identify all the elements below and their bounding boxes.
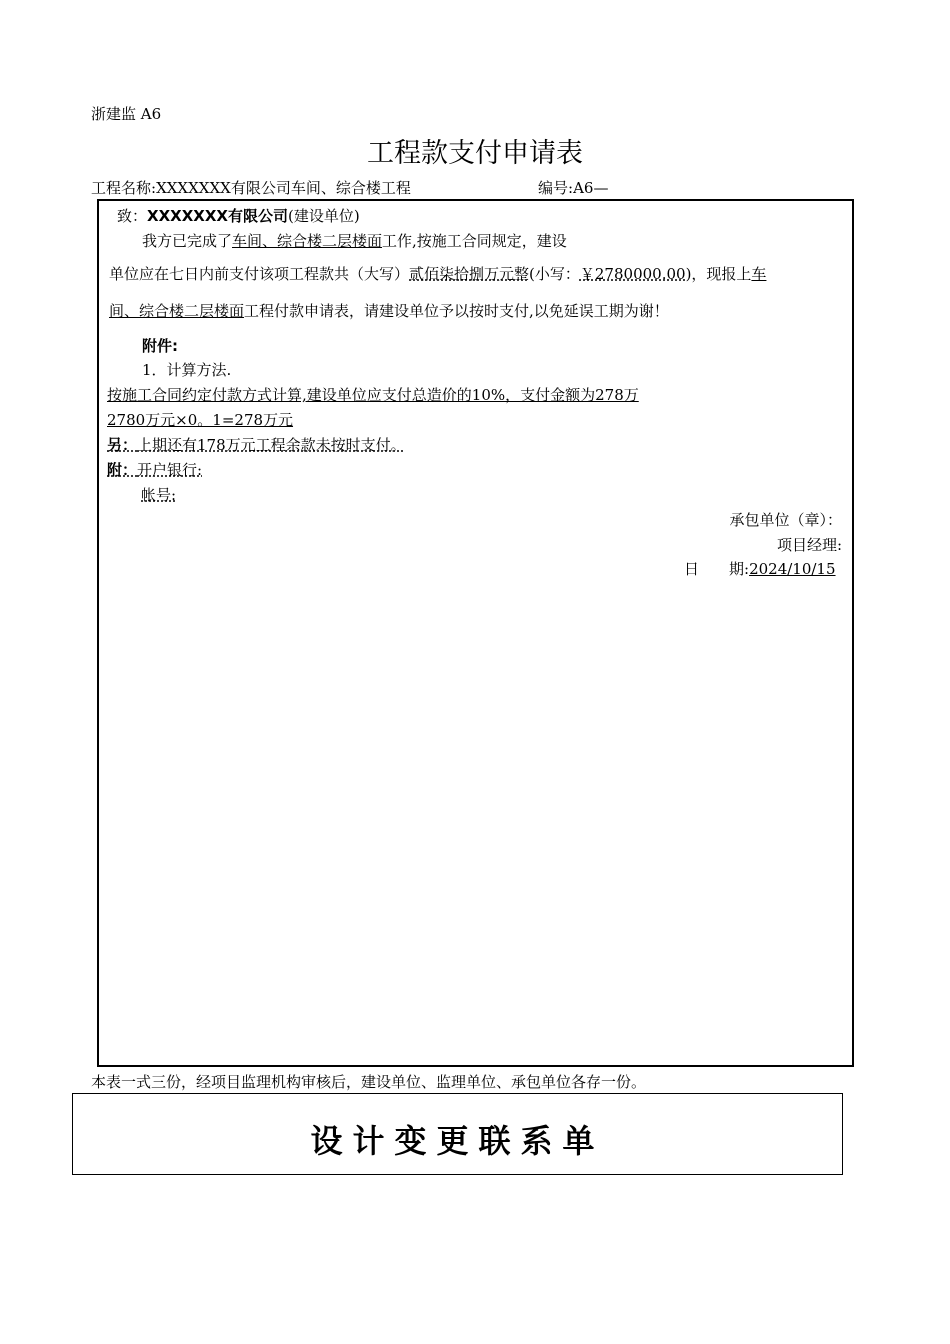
doc-code: 浙建监 A6 <box>91 105 162 123</box>
addressee-role: (建设单位) <box>287 207 360 225</box>
serial-number-line <box>538 177 608 198</box>
page-title: 工程款支付申请表 <box>367 138 583 169</box>
project-name-line <box>91 177 411 198</box>
amount-uppercase: 贰佰柒拾捌万元整 <box>409 265 530 283</box>
work-description: 间、综合楼二层楼面 <box>109 302 245 320</box>
note-label: 另： <box>107 436 138 454</box>
body-paragraph-line-3 <box>109 300 669 321</box>
addressee-prefix: 致： <box>117 207 148 225</box>
body-text: 工程付款申请表，请建设单位予以按时支付,以免延误工期为谢！ <box>244 302 669 320</box>
outstanding-note <box>107 434 406 455</box>
attachment-heading: 附件: <box>142 337 178 355</box>
date-value: 2024/10/15 <box>749 560 836 578</box>
account-line <box>107 484 176 505</box>
body-text: 单位应在七日内前支付该项工程款共（大写） <box>109 265 410 283</box>
work-description: 车 <box>751 265 767 283</box>
project-manager: 项目经理: <box>776 536 842 554</box>
application-form-box <box>97 199 854 1067</box>
body-text: (小写： <box>529 265 580 283</box>
body-paragraph-line-2 <box>109 263 766 284</box>
account-label: 帐号: <box>141 486 177 504</box>
project-label: 工程名称: <box>91 179 157 197</box>
date-line <box>684 558 836 579</box>
addressee-name: XXXXXXX有限公司 <box>147 207 288 225</box>
contractor-seal: 承包单位（章）： <box>729 511 842 529</box>
bank-label: 附： <box>107 461 138 479</box>
calculation-line-2: 2780万元×0。1=278万元 <box>107 411 294 429</box>
calculation-line-1: 按施工合同约定付款方式计算,建设单位应支付总造价的10%，支付金额为278万 <box>107 386 639 404</box>
footer-note: 本表一式三份，经项目监理机构审核后，建设单位、监理单位、承包单位各存一份。 <box>91 1073 647 1091</box>
note-text: 上期还有178万元工程余款未按时支付。 <box>137 436 406 454</box>
serial-value: A6— <box>573 179 609 197</box>
bank-line <box>107 459 202 480</box>
addressee-line <box>117 205 360 226</box>
body-text: 我方已完成了 <box>142 232 233 250</box>
design-change-title: 设计变更联系单 <box>310 1122 605 1160</box>
attachment-item-1: 1．计算方法. <box>142 361 232 379</box>
body-text: 工作,按施工合同规定，建设 <box>382 232 567 250</box>
amount-lowercase: ￥2780000.00 <box>579 265 686 283</box>
body-text: )，现报上 <box>685 265 752 283</box>
work-description: 车间、综合楼二层楼面 <box>232 232 383 250</box>
serial-label: 编号: <box>538 179 574 197</box>
date-label: 日 期: <box>684 560 750 578</box>
body-paragraph-line-1 <box>142 230 567 251</box>
project-name: XXXXXXX有限公司车间、综合楼工程 <box>156 179 411 197</box>
bank-text: 开户银行: <box>137 461 203 479</box>
